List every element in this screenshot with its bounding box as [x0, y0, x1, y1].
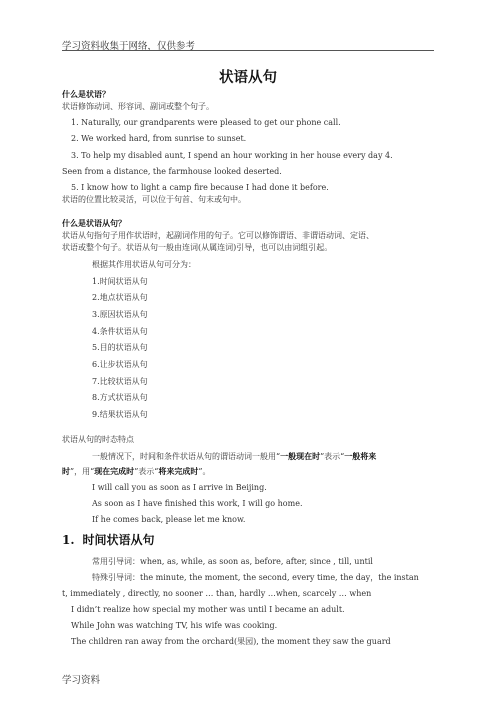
section-heading-time-clause: [62, 531, 155, 548]
page-footer: 学习资料: [62, 675, 101, 686]
tense-rule-text: 一般情况下，时间和条件状语从句的谓语动词一般用“: [92, 452, 281, 461]
section-number: 1.: [62, 533, 75, 547]
clause-type-item: 6.让步状语从句: [92, 360, 148, 369]
adverbial-definition: 状语修饰动词、形容词、副词或整个句子。: [62, 102, 214, 111]
time-clause-example-1: I didn’t realize how special my mother was until I became an adult.: [71, 605, 345, 614]
example-sentence-5: 5. I know how to light a camp fire because I had done it before.: [71, 183, 329, 192]
example-sentence-2: 2. We worked hard, from sunrise to sunset.: [71, 134, 247, 143]
tense-rule-line-1: [92, 451, 376, 462]
clause-type-item: 3.原因状语从句: [92, 310, 148, 319]
adverbial-clause-definition-line-2: 状语或整个句子。状语从句一般由连词(从属连词)引导，也可以由词组引起。: [62, 243, 333, 252]
clause-type-item: 2.地点状语从句: [92, 293, 148, 302]
clause-type-item: 1.时间状语从句: [92, 277, 148, 286]
tense-rule-text: ”，用“: [70, 467, 95, 476]
example-sentence-3: 3. To help my disabled aunt, I spend an hour working in her house every day 4.: [71, 151, 393, 160]
clause-type-item: 8.方式状语从句: [92, 393, 148, 402]
special-conjunctions-line-1: 特殊引导词：the minute, the moment, the second, every time, the day，the instan: [92, 573, 419, 582]
example-sentence-1: 1. Naturally, our grandparents were pleased to get our phone call.: [71, 118, 341, 127]
section-heading-what-is-adverbial: 什么是状语？: [62, 89, 110, 99]
tense-example-3: If he comes back, please let me know.: [92, 515, 246, 524]
section-title: 时间状语从句: [82, 533, 155, 547]
tense-term-simple-future-end: 时: [62, 466, 70, 476]
tense-example-2: As soon as I have finished this work, I will go home.: [92, 499, 303, 508]
page-header: 学习资料收集于网络，仅供参考: [62, 41, 196, 52]
adverbial-clause-definition-line-1: 状语从句指句子用作状语时，起副词作用的句子。它可以修饰谓语、非谓语动词、定语、: [62, 231, 374, 240]
clause-type-item: 9.结果状语从句: [92, 410, 148, 419]
tense-example-1: I will call you as soon as I arrive in Beijing.: [92, 483, 267, 492]
document-title: 状语从句: [219, 69, 277, 86]
example-sentence-4: Seen from a distance, the farmhouse looked deserted.: [62, 167, 282, 176]
tense-section-heading: 状语从句的时态特点: [62, 435, 134, 444]
time-clause-example-3: The children ran away from the orchard(果园), the moment they saw the guard: [71, 637, 391, 646]
tense-term-future-perfect: 将来完成时: [158, 466, 199, 476]
header-rule: [62, 50, 434, 51]
clause-types-intro: 根据其作用状语从句可分为：: [92, 260, 196, 269]
section-heading-what-is-adverbial-clause: 什么是状语从句？: [62, 218, 126, 228]
tense-term-simple-present: 一般现在时: [280, 451, 321, 461]
tense-term-simple-future: 一般将来: [344, 451, 377, 461]
tense-rule-text: ”。: [198, 467, 211, 476]
adverbial-position-note: 状语的位置比较灵活，可以位于句首、句末或句中。: [62, 195, 246, 204]
clause-type-item: 7.比较状语从句: [92, 377, 148, 386]
tense-term-present-perfect: 现在完成时: [94, 466, 135, 476]
clause-type-item: 4.条件状语从句: [92, 327, 148, 336]
tense-rule-text: ”表示“: [320, 452, 345, 461]
tense-rule-text: ”表示“: [134, 467, 159, 476]
common-conjunctions: 常用引导词：when, as, while, as soon as, before, after, since , till, until: [92, 557, 373, 566]
special-conjunctions-line-2: t, immediately , directly, no sooner … than, hardly …when, scarcely … when: [62, 589, 372, 598]
tense-rule-line-2: [62, 466, 210, 477]
clause-type-item: 5.目的状语从句: [92, 343, 148, 352]
time-clause-example-2: While John was watching TV, his wife was cooking.: [71, 621, 278, 630]
